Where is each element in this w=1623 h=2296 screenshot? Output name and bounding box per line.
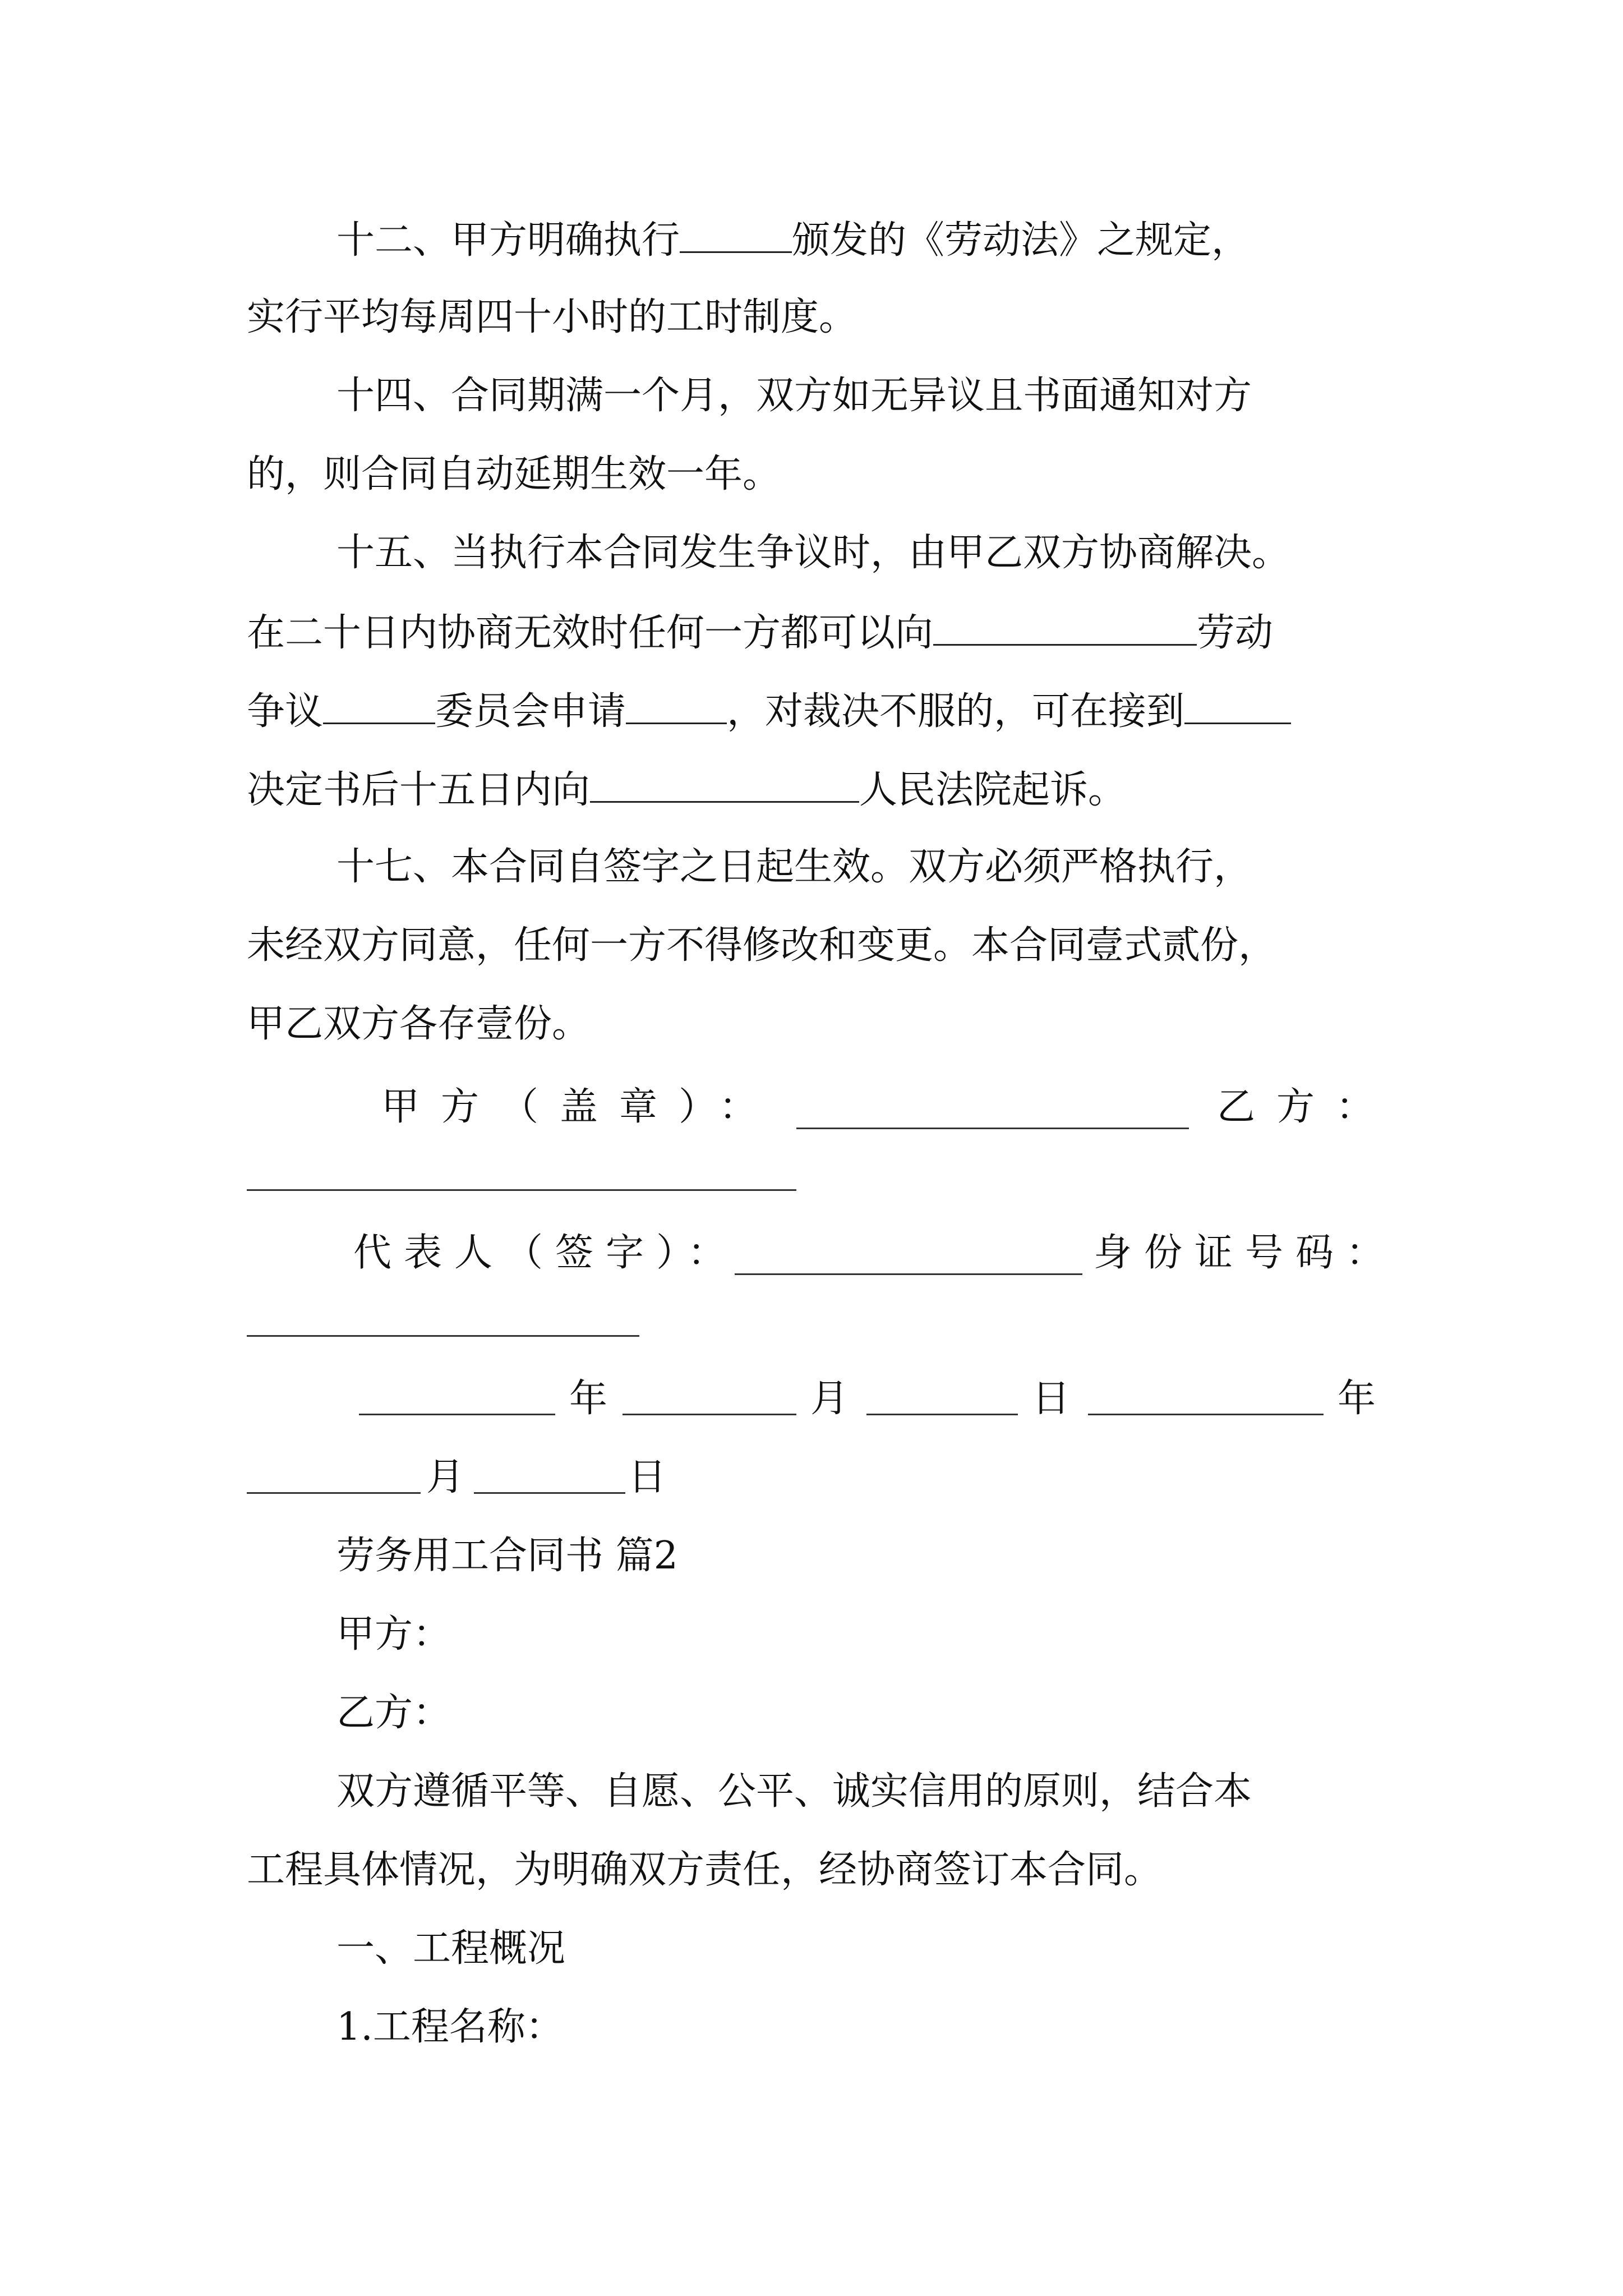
party-a-blank[interactable] [796,1128,1189,1129]
section-2-party-b-label: 乙方： [336,1691,451,1735]
section-2-party-b [336,1691,451,1735]
month-label: 月 [810,1377,849,1421]
section-2-intro-line-2 [247,1848,1163,1892]
year-label: 年 [569,1377,608,1421]
signature-line-parties [381,1085,779,1129]
party-a-month-blank[interactable] [623,1414,796,1415]
clause-14-text-b: 的，则合同自动延期生效一年。 [247,452,781,496]
clause-12-text-a: 十二、甲方明确执行 [336,218,680,263]
blank-field[interactable] [626,691,727,724]
clause-17-line-2 [247,923,1277,968]
clause-12-line-1 [336,218,1250,263]
section-2-intro-text-a: 双方遵循平等、自愿、公平、诚实信用的原则，结合本 [336,1769,1252,1814]
id-number-label-wrap [1094,1231,1397,1275]
clause-15-text-d2: 人民法院起诉。 [859,768,1127,812]
project-overview-heading: 一、工程概况 [336,1926,566,1971]
clause-17-line-1 [336,845,1252,889]
blank-field[interactable] [323,691,435,724]
clause-15-line-2 [247,611,1274,655]
party-a-day-label [1032,1377,1071,1421]
clause-15-text-c2: 委员会申请 [435,689,626,734]
party-a-year-blank[interactable] [359,1414,555,1415]
clause-12-line-2 [247,295,857,339]
project-name-label: 1.工程名称： [336,2005,564,2049]
document-page [247,0,1397,2296]
section-2-party-a [336,1612,451,1657]
party-b-year-label [1338,1377,1376,1421]
section-2-title-text: 劳务用工合同书 篇2 [336,1534,678,1578]
day-label: 日 [1032,1377,1071,1421]
clause-15-text-a: 十五、当执行本合同发生争议时，由甲乙双方协商解决。 [336,531,1290,575]
party-b-label: 乙方： [1217,1085,1396,1129]
blank-field[interactable] [590,770,859,803]
clause-12-text-c: 实行平均每周四十小时的工时制度。 [247,295,857,339]
clause-12-text-b: 颁发的《劳动法》之规定， [792,218,1250,263]
clause-15-text-b1: 在二十日内协商无效时任何一方都可以向 [247,611,934,655]
party-a-month-label [810,1377,849,1421]
clause-15-line-1 [336,531,1290,575]
party-b-month-blank[interactable] [247,1492,421,1494]
section-2-intro-line-1 [336,1769,1252,1814]
party-a-year-label [569,1377,608,1421]
representative-label: 代表人（签字）： [353,1231,739,1275]
party-a-seal-label: 甲方（盖章）： [381,1085,779,1129]
clause-15-line-4 [247,768,1127,812]
clause-17-line-3 [247,1002,591,1046]
year-label: 年 [1338,1377,1376,1421]
id-number-label: 身份证号码： [1094,1231,1397,1275]
clause-14-line-1 [336,374,1252,418]
party-b-blank[interactable] [247,1189,796,1191]
party-b-label-wrap [1217,1085,1396,1129]
party-b-day-blank[interactable] [474,1492,625,1494]
day-label: 日 [628,1455,667,1499]
clause-14-line-2 [247,452,781,496]
section-2-title [336,1534,678,1578]
id-number-blank[interactable] [247,1335,639,1337]
clause-17-text-c: 甲乙双方各存壹份。 [247,1002,591,1046]
party-a-day-blank[interactable] [866,1414,1018,1415]
clause-15-text-c1: 争议 [247,689,324,734]
blank-field[interactable] [680,220,792,253]
clause-17-text-a: 十七、本合同自签字之日起生效。双方必须严格执行， [336,845,1252,889]
clause-17-text-b: 未经双方同意，任何一方不得修改和变更。本合同壹式贰份， [247,923,1277,968]
month-label: 月 [426,1455,465,1499]
clause-15-text-c3: ，对裁决不服的，可在接到 [727,689,1185,734]
clause-15-line-3 [247,689,1291,734]
blank-field[interactable] [933,613,1197,646]
clause-15-text-d1: 决定书后十五日内向 [247,768,591,812]
section-2-item-1 [336,2005,564,2049]
clause-14-text-a: 十四、合同期满一个月，双方如无异议且书面通知对方 [336,374,1252,418]
party-b-year-blank[interactable] [1088,1414,1324,1415]
party-b-month-label [426,1455,465,1499]
section-2-party-a-label: 甲方： [336,1612,451,1657]
blank-field[interactable] [1184,691,1291,724]
section-2-heading-1 [336,1926,566,1971]
representative-blank[interactable] [735,1273,1082,1275]
signature-line-representative [353,1231,739,1275]
clause-15-text-b2: 劳动 [1197,611,1274,655]
section-2-intro-text-b: 工程具体情况，为明确双方责任，经协商签订本合同。 [247,1848,1163,1892]
party-b-day-label [628,1455,667,1499]
